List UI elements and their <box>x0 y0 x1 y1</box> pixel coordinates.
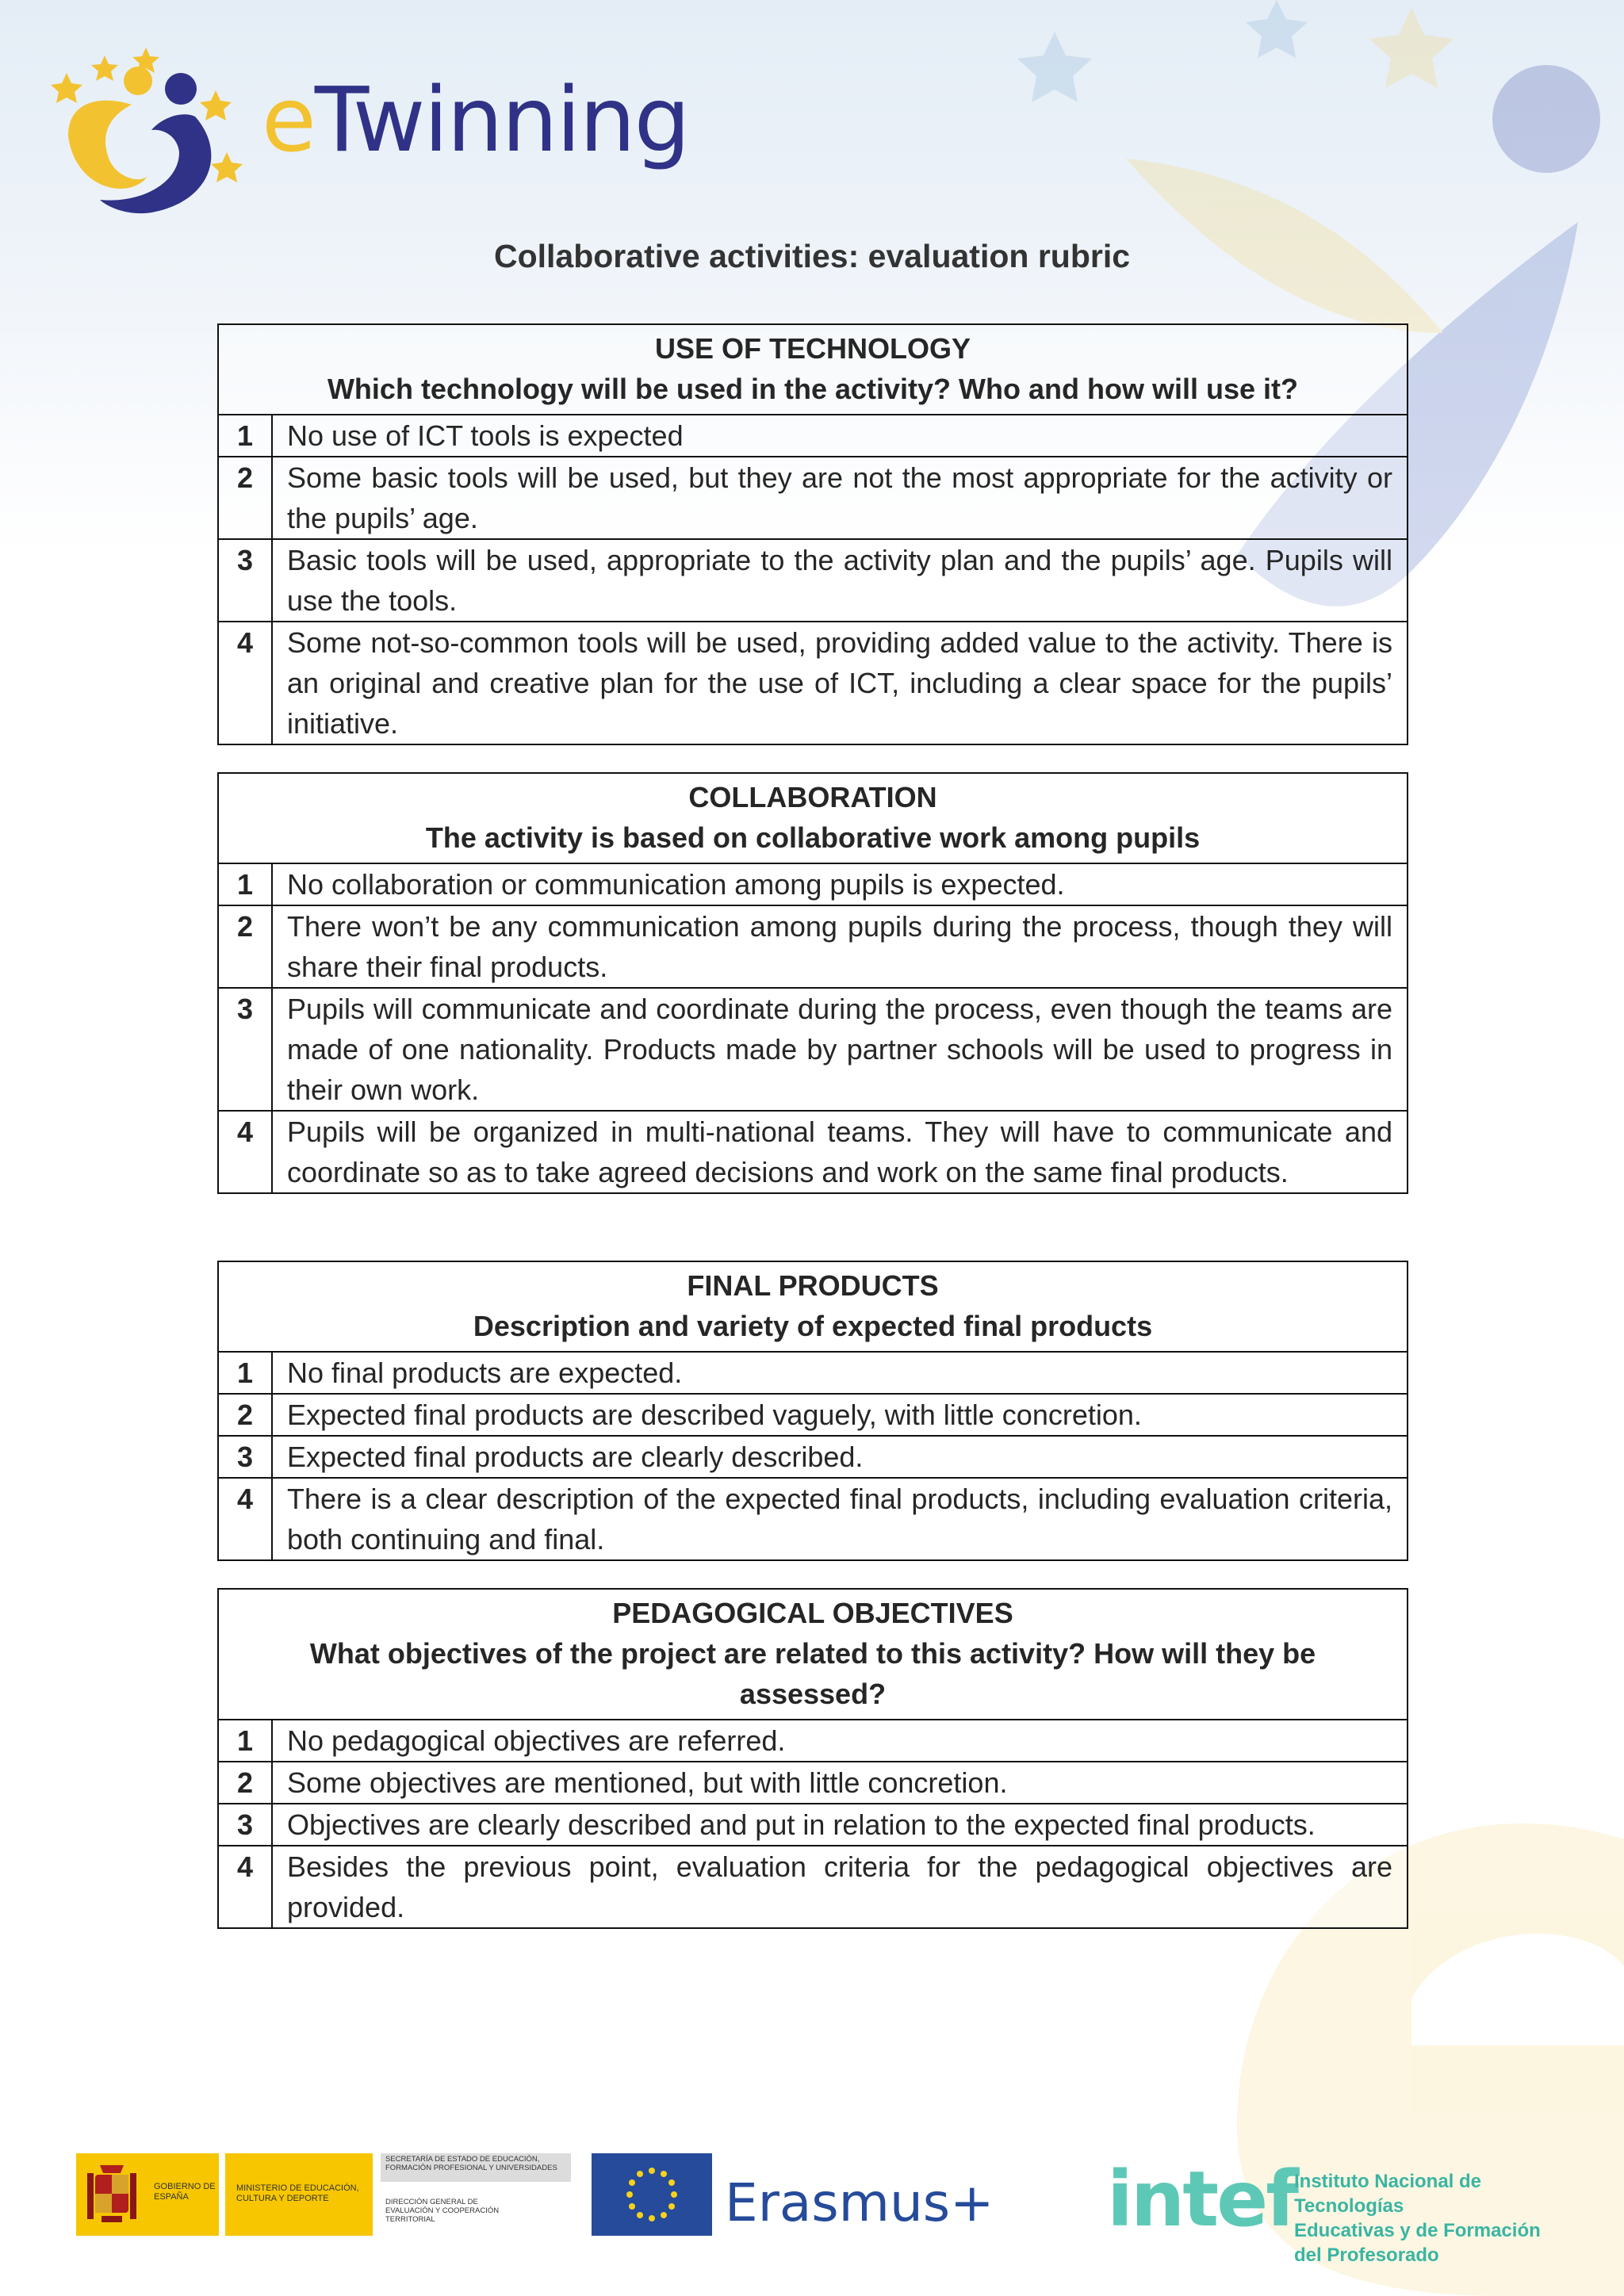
rubric-question: Which technology will be used in the activity? Who and how will use it? <box>327 373 1299 405</box>
intef-line-1: Instituto Nacional de Tecnologías <box>1294 2171 1482 2217</box>
level-description: Objectives are clearly described and put in relation to the expected final products. <box>287 1808 1316 1841</box>
rubric-heading: PEDAGOGICAL OBJECTIVES <box>612 1597 1013 1629</box>
level-description: Some not-so-common tools will be used, providing added value to the activity. There is an original and creative plan for the use of ICT, including a clear space for the pupils’ initiative. <box>287 626 1392 740</box>
rubric-header <box>219 325 1407 415</box>
gobierno-logo <box>76 2153 219 2236</box>
level-number: 1 <box>219 1720 273 1761</box>
level-number: 2 <box>219 457 273 538</box>
direccion-label: DIRECCIÓN GENERAL DE EVALUACIÓN Y COOPERACIÓN TERRITORIAL <box>385 2198 500 2224</box>
level-number: 4 <box>219 1112 273 1192</box>
intef-logo: intef <box>1107 2155 1297 2244</box>
rubric-header <box>219 774 1407 864</box>
rubric-row <box>219 1761 1407 1803</box>
level-description: Basic tools will be used, appropriate to the activity plan and the pupils’ age. Pupils will use the tools. <box>287 544 1392 617</box>
document-title: Collaborative activities: evaluation rubric <box>493 238 1131 274</box>
rubric-row <box>219 1720 1407 1761</box>
level-description: Besides the previous point, evaluation criteria for the pedagogical objectives are provided. <box>287 1850 1392 1923</box>
level-number: 4 <box>219 1479 273 1559</box>
rubric-row <box>219 415 1407 456</box>
level-number: 1 <box>219 1353 273 1393</box>
eu-flag <box>592 2153 712 2236</box>
level-description: There is a clear description of the expected final products, including evaluation criteria, both continuing and final. <box>287 1483 1392 1556</box>
level-description: Pupils will communicate and coordinate during the process, even though the teams are made of one nationality. Products made by partner schools will be used to progress in their own work. <box>287 993 1392 1106</box>
intef-line-2: Educativas y de Formación <box>1294 2220 1541 2241</box>
rubric-row <box>219 538 1407 621</box>
rubric-use-of-technology <box>217 323 1408 745</box>
rubric-pedagogical-objectives <box>217 1588 1408 1929</box>
level-description: No pedagogical objectives are referred. <box>287 1724 786 1757</box>
level-number: 1 <box>219 864 273 905</box>
rubric-row <box>219 1477 1407 1559</box>
rubric-row <box>219 987 1407 1110</box>
rubric-row <box>219 1803 1407 1845</box>
etwinning-wordmark <box>262 69 689 172</box>
level-description: Expected final products are clearly described. <box>287 1441 864 1473</box>
erasmus-logo: Erasmus+ <box>725 2172 994 2233</box>
level-number: 1 <box>219 415 273 456</box>
rubric-row <box>219 1393 1407 1435</box>
level-description: Pupils will be organized in multi-national teams. They will have to communicate and coordinate so as to take agreed decisions and work on the same final products. <box>287 1115 1392 1188</box>
secretaria-label: SECRETARÍA DE ESTADO DE EDUCACIÓN, FORMACIÓN PROFESIONAL Y UNIVERSIDADES <box>385 2155 557 2172</box>
level-description: Some basic tools will be used, but they are not the most appropriate for the activity or the pupils’ age. <box>287 461 1392 534</box>
rubric-row <box>219 1353 1407 1393</box>
level-description: No use of ICT tools is expected <box>287 419 684 452</box>
rubric-row <box>219 864 1407 905</box>
rubric-question: What objectives of the project are related to this activity? How will they be assessed? <box>309 1637 1316 1710</box>
level-number: 3 <box>219 1437 273 1477</box>
level-number: 4 <box>219 622 273 744</box>
rubric-row <box>219 456 1407 538</box>
gobierno-label: GOBIERNO DE ESPAÑA <box>154 2182 216 2202</box>
rubric-row <box>219 1110 1407 1192</box>
rubric-row <box>219 621 1407 744</box>
level-description: Some objectives are mentioned, but with little concretion. <box>287 1766 1008 1799</box>
level-description: No collaboration or communication among pupils is expected. <box>287 868 1065 901</box>
level-number: 2 <box>219 1395 273 1435</box>
level-number: 2 <box>219 1762 273 1803</box>
secretaria-box <box>381 2153 571 2182</box>
rubric-row <box>219 905 1407 987</box>
rubric-header <box>219 1590 1407 1720</box>
level-description: Expected final products are described vaguely, with little concretion. <box>287 1399 1142 1431</box>
eu-stars-icon <box>592 2153 712 2236</box>
level-description: No final products are expected. <box>287 1357 683 1389</box>
level-description: There won’t be any communication among pupils during the process, though they will share their final products. <box>287 910 1392 983</box>
rubric-header <box>219 1262 1407 1353</box>
ministerio-logo <box>225 2153 373 2236</box>
coat-of-arms-icon <box>84 2159 140 2230</box>
rubric-row <box>219 1845 1407 1927</box>
level-number: 4 <box>219 1846 273 1927</box>
intef-line-3: del Profesorado <box>1294 2244 1439 2266</box>
level-number: 2 <box>219 906 273 987</box>
ministerio-label: MINISTERIO DE EDUCACIÓN, CULTURA Y DEPORTE <box>236 2183 359 2203</box>
level-number: 3 <box>219 989 273 1110</box>
wordmark-rest: Twinning <box>314 69 689 172</box>
rubric-collaboration <box>217 772 1408 1194</box>
level-number: 3 <box>219 540 273 621</box>
rubric-heading: FINAL PRODUCTS <box>687 1269 939 1302</box>
rubric-heading: USE OF TECHNOLOGY <box>654 332 971 365</box>
etwinning-logo-icon <box>44 41 266 224</box>
level-number: 3 <box>219 1804 273 1845</box>
intef-institute-name <box>1294 2169 1556 2267</box>
rubric-question: Description and variety of expected final products <box>473 1310 1153 1342</box>
wordmark-e: e <box>262 69 315 172</box>
rubric-row <box>219 1435 1407 1477</box>
rubric-question: The activity is based on collaborative work among pupils <box>425 821 1201 854</box>
rubric-heading: COLLABORATION <box>688 781 937 813</box>
rubric-final-products <box>217 1261 1408 1561</box>
